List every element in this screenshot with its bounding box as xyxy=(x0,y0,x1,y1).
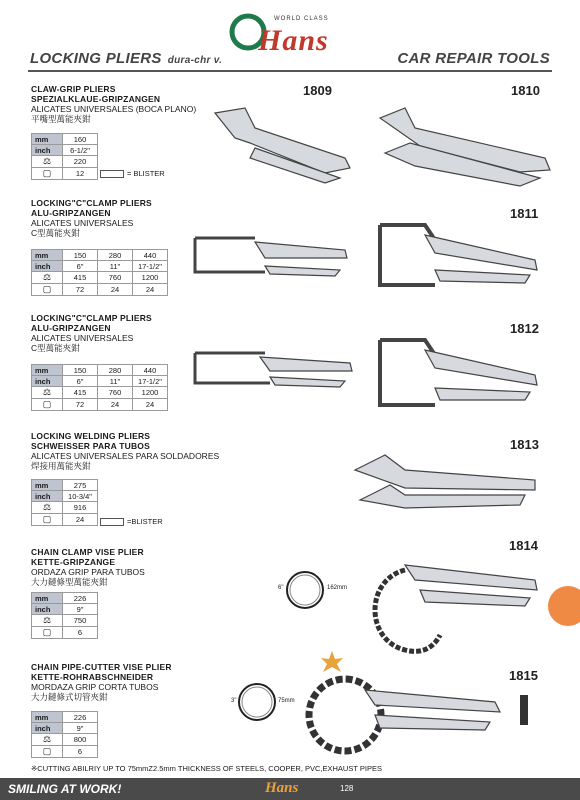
spec-value: 760 xyxy=(98,272,133,284)
spec-value: 916 xyxy=(63,502,98,514)
spec-label-inch: inch xyxy=(32,261,63,272)
box-icon: ▢ xyxy=(32,284,63,296)
blister-label: = BLISTER xyxy=(127,169,165,178)
spec-value: 6" xyxy=(63,376,98,387)
product-title-en: CHAIN CLAMP VISE PLIER xyxy=(31,547,144,557)
spec-row-mm xyxy=(32,480,98,491)
spec-value: 24 xyxy=(63,514,98,526)
spec-value: 150 xyxy=(63,365,98,376)
spec-value: 72 xyxy=(63,284,98,296)
spec-value: 150 xyxy=(63,250,98,261)
spec-value: 280 xyxy=(98,250,133,261)
claw-grip-pliers-1809-image xyxy=(205,98,355,188)
spec-value: 1200 xyxy=(133,387,168,399)
spec-value: 6" xyxy=(63,261,98,272)
spec-table xyxy=(31,592,98,639)
box-icon: ▢ xyxy=(32,168,63,180)
spec-label-inch: inch xyxy=(32,723,63,734)
scale-icon: ⚖ xyxy=(32,734,63,746)
category-sub: dura-chr v. xyxy=(167,55,223,66)
spec-value: 160 xyxy=(63,134,98,145)
spec-row-mm xyxy=(32,134,98,145)
c-clamp-pliers-small-image xyxy=(185,230,355,280)
c-clamp-pliers-1811-image xyxy=(365,215,545,295)
product-title-zh: 大力鏈條式切管夾鉗 xyxy=(31,692,108,702)
spec-row-inch xyxy=(32,376,168,387)
footer-bar xyxy=(0,778,580,800)
pipe-dim-inch: 3" xyxy=(231,698,237,704)
spec-row-weight xyxy=(32,387,168,399)
spec-row-weight xyxy=(32,156,98,168)
spec-row-pack xyxy=(32,514,98,526)
model-number: 1812 xyxy=(510,321,539,336)
spec-row-weight xyxy=(32,502,98,514)
spec-row-inch xyxy=(32,261,168,272)
spec-row-inch xyxy=(32,723,98,734)
spec-row-mm xyxy=(32,593,98,604)
spec-value: 9" xyxy=(63,604,98,615)
spec-value: 11" xyxy=(98,261,133,272)
spec-table xyxy=(31,249,168,296)
spec-row-pack xyxy=(32,168,98,180)
spec-value: 280 xyxy=(98,365,133,376)
product-title-en: LOCKING"C"CLAMP PLIERS xyxy=(31,198,152,208)
spec-row-inch xyxy=(32,145,98,156)
model-number: 1811 xyxy=(510,206,539,221)
spec-value: 1200 xyxy=(133,272,168,284)
blister-icon xyxy=(100,518,124,526)
spec-value: 220 xyxy=(63,156,98,168)
box-icon: ▢ xyxy=(32,514,63,526)
spec-value: 11" xyxy=(98,376,133,387)
model-number: 1815 xyxy=(509,668,538,683)
product-title-en: CLAW-GRIP PLIERS xyxy=(31,84,116,94)
pipe-ring-icon xyxy=(275,560,335,620)
spec-label-mm: mm xyxy=(32,593,63,604)
model-number: 1814 xyxy=(509,538,538,553)
spec-value: 24 xyxy=(98,399,133,411)
spec-row-pack xyxy=(32,399,168,411)
footer-slogan: SMILING AT WORK! xyxy=(8,782,122,796)
blister-legend xyxy=(100,517,163,526)
product-title-de: SCHWEISSER PARA TUBOS xyxy=(31,441,150,451)
blister-legend xyxy=(100,169,165,178)
spec-value: 12 xyxy=(63,168,98,180)
product-title-de: KETTE-ROHRABSCHNEIDER xyxy=(31,672,154,682)
spec-row-mm xyxy=(32,365,168,376)
pipe-dim-mm: 75mm xyxy=(278,698,295,704)
c-clamp-pliers-1812-image xyxy=(365,330,545,415)
spec-table xyxy=(31,711,98,758)
spec-table xyxy=(31,364,168,411)
spec-row-weight xyxy=(32,734,98,746)
c-clamp-pliers-small-2-image xyxy=(185,345,360,390)
spec-value: 17-1/2" xyxy=(133,261,168,272)
spec-row-inch xyxy=(32,491,98,502)
blister-icon xyxy=(100,170,124,178)
spec-label-mm: mm xyxy=(32,250,63,261)
box-icon: ▢ xyxy=(32,399,63,411)
product-title-es: ALICATES UNIVERSALES xyxy=(31,333,134,343)
model-number: 1810 xyxy=(511,83,540,98)
product-title-en: LOCKING WELDING PLIERS xyxy=(31,431,151,441)
blister-label: =BLISTER xyxy=(127,517,163,526)
spec-value: 226 xyxy=(63,593,98,604)
spec-row-pack xyxy=(32,627,98,639)
spec-label-mm: mm xyxy=(32,365,63,376)
header-divider xyxy=(28,70,552,72)
spec-table xyxy=(31,133,98,180)
category-title: LOCKING PLIERS xyxy=(30,50,162,67)
spec-value: 440 xyxy=(133,250,168,261)
spec-value: 760 xyxy=(98,387,133,399)
product-title-de: KETTE-GRIPZANGE xyxy=(31,557,116,567)
scale-icon: ⚖ xyxy=(32,272,63,284)
spec-value: 440 xyxy=(133,365,168,376)
brand-tagline: WORLD CLASS xyxy=(274,16,329,22)
product-title-zh: 平嘴型萬能夾鉗 xyxy=(31,114,91,124)
model-number: 1809 xyxy=(303,83,332,98)
spec-value: 6 xyxy=(63,746,98,758)
spec-value: 17-1/2" xyxy=(133,376,168,387)
box-icon: ▢ xyxy=(32,627,63,639)
spec-value: 750 xyxy=(63,615,98,627)
brand-logo xyxy=(228,10,358,58)
scale-icon: ⚖ xyxy=(32,156,63,168)
spec-label-mm: mm xyxy=(32,480,63,491)
scale-icon: ⚖ xyxy=(32,502,63,514)
product-title-en: LOCKING"C"CLAMP PLIERS xyxy=(31,313,152,323)
model-number: 1813 xyxy=(510,437,539,452)
spec-label-inch: inch xyxy=(32,145,63,156)
spec-row-weight xyxy=(32,272,168,284)
cutting-spark-icon xyxy=(320,650,344,674)
page-number: 128 xyxy=(340,784,354,793)
spec-row-pack xyxy=(32,746,98,758)
product-title-es: ALICATES UNIVERSALES (BOCA PLANO) xyxy=(31,104,197,114)
spec-value: 800 xyxy=(63,734,98,746)
cutting-note: ※CUTTING ABILRIY UP TO 75mmZ2.5mm THICKNESS OF STEELS, COOPER, PVC,EXHAUST PIPES xyxy=(31,764,382,773)
spec-row-weight xyxy=(32,615,98,627)
product-title-es: ORDAZA GRIP PARA TUBOS xyxy=(31,567,145,577)
spec-value: 24 xyxy=(133,284,168,296)
spec-value: 9" xyxy=(63,723,98,734)
product-title-es: MORDAZA GRIP CORTA TUBOS xyxy=(31,682,159,692)
product-title-zh: 大力鏈條型萬能夾鉗 xyxy=(31,577,108,587)
spec-label-mm: mm xyxy=(32,134,63,145)
brand-name: Hans xyxy=(258,24,329,57)
box-icon: ▢ xyxy=(32,746,63,758)
product-title-en: CHAIN PIPE-CUTTER VISE PLIER xyxy=(31,662,172,672)
spec-table xyxy=(31,479,98,526)
spec-value: 226 xyxy=(63,712,98,723)
scale-icon: ⚖ xyxy=(32,615,63,627)
product-title-de: ALU-GRIPZANGEN xyxy=(31,208,111,218)
scale-icon: ⚖ xyxy=(32,387,63,399)
spec-value: 6-1/2" xyxy=(63,145,98,156)
spec-value: 10-3/4" xyxy=(63,491,98,502)
spec-label-inch: inch xyxy=(32,604,63,615)
spec-value: 24 xyxy=(98,284,133,296)
spec-value: 24 xyxy=(133,399,168,411)
spec-label-inch: inch xyxy=(32,491,63,502)
spec-row-mm xyxy=(32,712,98,723)
product-title-de: ALU-GRIPZANGEN xyxy=(31,323,111,333)
spec-value: 415 xyxy=(63,272,98,284)
spec-value: 415 xyxy=(63,387,98,399)
spec-row-inch xyxy=(32,604,98,615)
claw-grip-pliers-1810-image xyxy=(370,98,560,193)
product-title-de: SPEZIALKLAUE-GRIPZANGEN xyxy=(31,94,161,104)
pipe-ring-icon xyxy=(227,672,287,732)
product-title-zh: C型萬能夾鉗 xyxy=(31,343,80,353)
chain-clamp-plier-1814-image xyxy=(365,550,545,660)
product-title-es: ALICATES UNIVERSALES PARA SOLDADORES xyxy=(31,451,220,461)
pipe-dim-mm: 162mm xyxy=(327,585,348,591)
product-title-zh: 焊接用萬能夾鉗 xyxy=(31,461,91,471)
spec-row-mm xyxy=(32,250,168,261)
pipe-dim-inch: 6" xyxy=(278,585,284,591)
catalog-section: CAR REPAIR TOOLS xyxy=(397,50,550,67)
product-title-es: ALICATES UNIVERSALES xyxy=(31,218,134,228)
spec-row-pack xyxy=(32,284,168,296)
spec-label-inch: inch xyxy=(32,376,63,387)
welding-pliers-1813-image xyxy=(345,450,545,515)
side-tab xyxy=(548,586,580,626)
catalog-category xyxy=(30,50,222,67)
spec-label-mm: mm xyxy=(32,712,63,723)
spec-value: 275 xyxy=(63,480,98,491)
product-title-zh: C型萬能夾鉗 xyxy=(31,228,80,238)
spec-value: 6 xyxy=(63,627,98,639)
spec-value: 72 xyxy=(63,399,98,411)
footer-brand: Hans xyxy=(265,780,299,796)
